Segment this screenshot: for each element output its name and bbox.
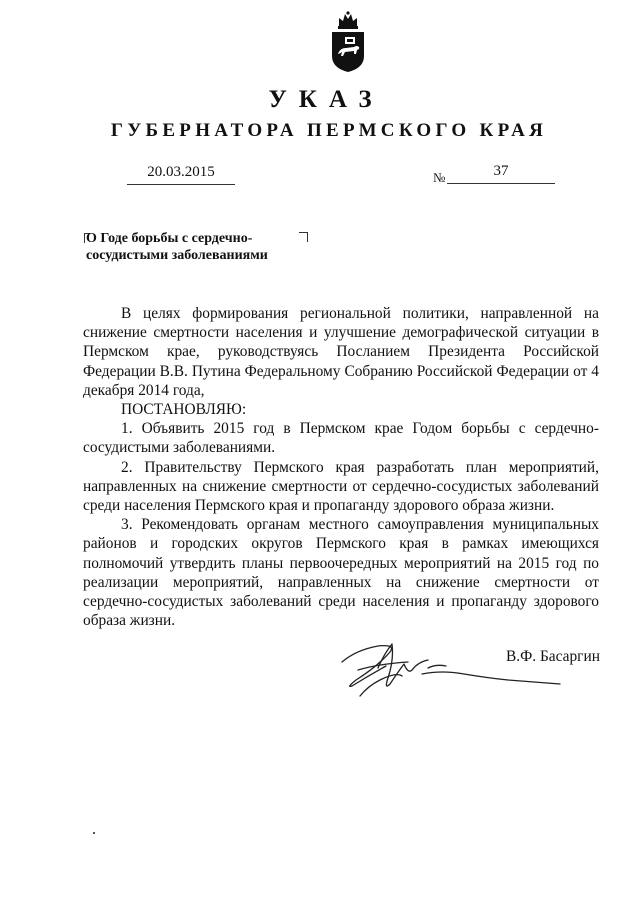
- signatory-name: В.Ф. Басаргин: [506, 648, 600, 665]
- document-issuer-title: ГУБЕРНАТОРА ПЕРМСКОГО КРАЯ: [110, 120, 548, 141]
- item-paragraph-1: 1. Объявить 2015 год в Пермском крае Годом борьбы с сердечно-сосудистыми заболеваниями.: [83, 420, 599, 457]
- number-label: №: [433, 170, 446, 185]
- document-body: [83, 304, 599, 630]
- document-date: 20.03.2015: [127, 164, 235, 185]
- item-paragraph-3: 3. Рекомендовать органам местного самоуправления муниципальных районов и городских округов Пермского края в рамках имеющихся полномочий утвердить планы первоочередных мероприятий на 2015 год по реализации мероприятий, направленных на снижение смертности от сердечно-сосудистых заболеваний среди населения и пропаганду здорового образа жизни.: [83, 516, 599, 630]
- document-number: 37: [447, 163, 555, 184]
- coat-of-arms-icon: [326, 10, 370, 74]
- document-type-title: УКАЗ: [268, 86, 384, 113]
- document-subject: О Годе борьбы с сердечно-сосудистыми заболеваниями: [86, 231, 268, 263]
- decree-word: ПОСТАНОВЛЯЮ:: [121, 401, 247, 419]
- item-paragraph-2: 2. Правительству Пермского края разработать план мероприятий, направленных на снижение смертности от сердечно-сосудистых заболеваний среди населения Пермского края и пропаганду здорового образа жизни.: [83, 458, 599, 515]
- preamble-paragraph: В целях формирования региональной политики, направленной на снижение смертности населения и улучшение демографической ситуации в Пермском крае, руководствуясь Посланием Президента Российской Федерации В.В. Путина Федеральному Собранию Российской Федерации от 4 декабря 2014 года,: [83, 305, 599, 399]
- scan-speck: [93, 832, 95, 834]
